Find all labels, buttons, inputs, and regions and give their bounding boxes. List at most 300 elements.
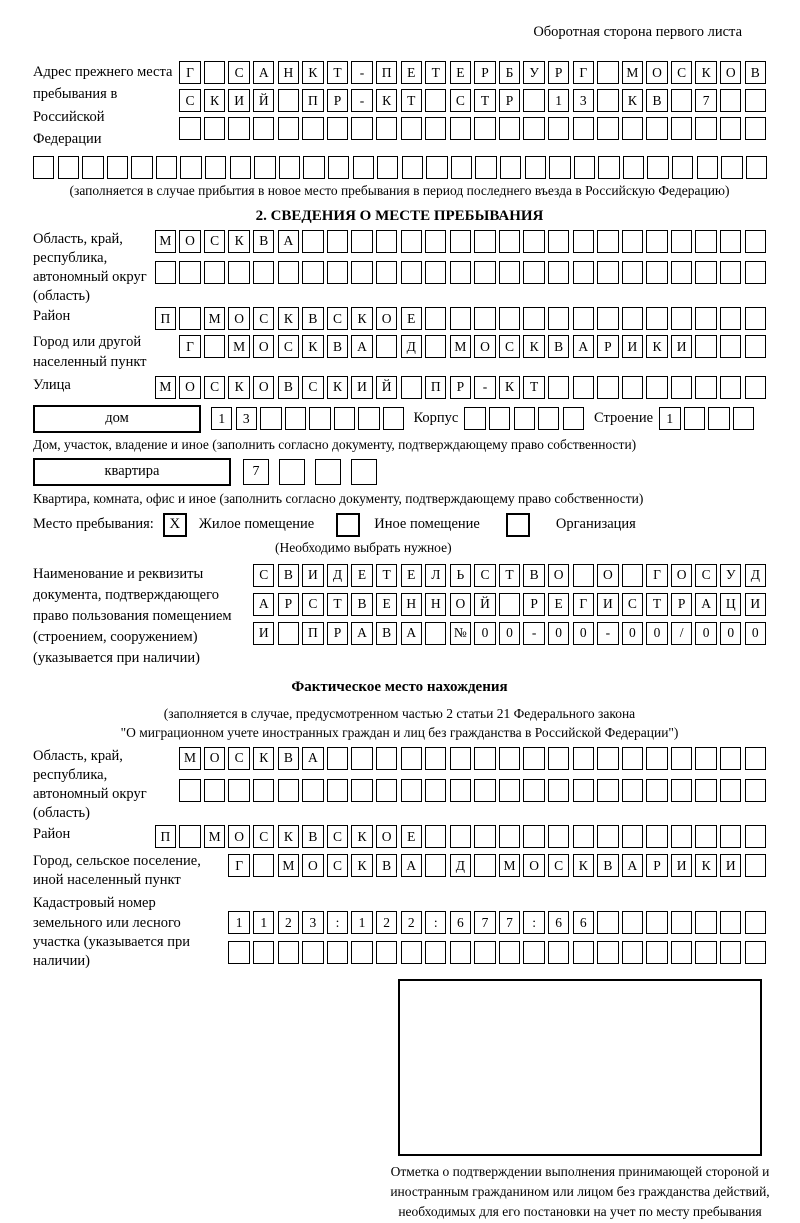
char-cell[interactable] xyxy=(548,230,569,253)
char-cell[interactable] xyxy=(474,307,495,330)
char-cell[interactable] xyxy=(327,117,348,140)
char-cell[interactable]: Е xyxy=(376,593,397,616)
char-cell[interactable] xyxy=(573,376,594,399)
char-cell[interactable]: 7 xyxy=(695,89,716,112)
char-cell[interactable]: 1 xyxy=(351,911,372,934)
char-cell[interactable]: И xyxy=(597,593,618,616)
char-cell[interactable] xyxy=(315,459,341,485)
char-cell[interactable]: Т xyxy=(327,593,348,616)
char-cell[interactable]: И xyxy=(622,335,643,358)
char-cell[interactable] xyxy=(523,261,544,284)
char-cell[interactable] xyxy=(514,407,535,430)
char-cell[interactable] xyxy=(646,307,667,330)
char-cell[interactable] xyxy=(376,779,397,802)
char-cell[interactable] xyxy=(450,307,471,330)
char-cell[interactable]: С xyxy=(253,307,274,330)
char-cell[interactable] xyxy=(253,117,274,140)
char-cell[interactable]: Р xyxy=(474,61,495,84)
char-cell[interactable] xyxy=(523,117,544,140)
char-cell[interactable] xyxy=(474,261,495,284)
char-cell[interactable] xyxy=(720,376,741,399)
char-cell[interactable] xyxy=(597,89,618,112)
char-cell[interactable]: 3 xyxy=(236,407,257,430)
char-cell[interactable] xyxy=(474,779,495,802)
char-cell[interactable]: А xyxy=(253,593,274,616)
char-cell[interactable]: О xyxy=(376,307,397,330)
char-cell[interactable]: Р xyxy=(597,335,618,358)
char-cell[interactable] xyxy=(548,779,569,802)
char-cell[interactable] xyxy=(499,825,520,848)
char-cell[interactable]: 0 xyxy=(548,622,569,645)
char-cell[interactable] xyxy=(695,117,716,140)
char-cell[interactable]: 6 xyxy=(548,911,569,934)
char-cell[interactable] xyxy=(695,747,716,770)
char-cell[interactable]: 0 xyxy=(474,622,495,645)
char-cell[interactable]: А xyxy=(351,622,372,645)
char-cell[interactable] xyxy=(745,89,766,112)
char-cell[interactable]: Г xyxy=(573,593,594,616)
char-cell[interactable]: Й xyxy=(253,89,274,112)
char-cell[interactable] xyxy=(745,335,766,358)
char-cell[interactable] xyxy=(179,261,200,284)
char-cell[interactable] xyxy=(646,825,667,848)
char-cell[interactable]: 0 xyxy=(573,622,594,645)
char-cell[interactable] xyxy=(327,261,348,284)
char-cell[interactable] xyxy=(548,307,569,330)
char-cell[interactable] xyxy=(302,117,323,140)
char-cell[interactable] xyxy=(499,230,520,253)
char-cell[interactable] xyxy=(745,307,766,330)
char-cell[interactable]: К xyxy=(695,61,716,84)
char-cell[interactable] xyxy=(597,61,618,84)
char-cell[interactable]: О xyxy=(228,307,249,330)
char-cell[interactable] xyxy=(253,941,274,964)
char-cell[interactable]: О xyxy=(450,593,471,616)
char-cell[interactable]: О xyxy=(253,335,274,358)
char-cell[interactable] xyxy=(279,156,300,179)
char-cell[interactable] xyxy=(376,261,397,284)
char-cell[interactable] xyxy=(746,156,767,179)
char-cell[interactable]: О xyxy=(204,747,225,770)
char-cell[interactable] xyxy=(377,156,398,179)
char-cell[interactable]: Й xyxy=(376,376,397,399)
char-cell[interactable] xyxy=(745,261,766,284)
char-cell[interactable]: О xyxy=(376,825,397,848)
char-cell[interactable]: К xyxy=(695,854,716,877)
char-cell[interactable]: 2 xyxy=(376,911,397,934)
char-cell[interactable] xyxy=(450,941,471,964)
char-cell[interactable]: Г xyxy=(228,854,249,877)
char-cell[interactable] xyxy=(549,156,570,179)
char-cell[interactable] xyxy=(697,156,718,179)
char-cell[interactable]: Р xyxy=(548,61,569,84)
char-cell[interactable] xyxy=(745,911,766,934)
char-cell[interactable] xyxy=(179,779,200,802)
char-cell[interactable] xyxy=(401,117,422,140)
char-cell[interactable] xyxy=(733,407,754,430)
char-cell[interactable] xyxy=(499,261,520,284)
char-cell[interactable] xyxy=(131,156,152,179)
char-cell[interactable] xyxy=(523,941,544,964)
char-cell[interactable] xyxy=(538,407,559,430)
char-cell[interactable] xyxy=(622,747,643,770)
char-cell[interactable] xyxy=(574,156,595,179)
char-cell[interactable] xyxy=(671,376,692,399)
char-cell[interactable]: К xyxy=(351,854,372,877)
char-cell[interactable]: С xyxy=(302,593,323,616)
char-cell[interactable] xyxy=(464,407,485,430)
char-cell[interactable] xyxy=(646,911,667,934)
char-cell[interactable] xyxy=(622,911,643,934)
char-cell[interactable]: П xyxy=(425,376,446,399)
char-cell[interactable]: В xyxy=(351,593,372,616)
char-cell[interactable] xyxy=(597,825,618,848)
char-cell[interactable]: 3 xyxy=(573,89,594,112)
char-cell[interactable] xyxy=(327,747,348,770)
char-cell[interactable]: С xyxy=(327,307,348,330)
char-cell[interactable]: С xyxy=(695,564,716,587)
char-cell[interactable] xyxy=(573,941,594,964)
char-cell[interactable]: 7 xyxy=(474,911,495,934)
char-cell[interactable] xyxy=(745,747,766,770)
char-cell[interactable] xyxy=(474,747,495,770)
char-cell[interactable]: С xyxy=(204,376,225,399)
char-cell[interactable] xyxy=(474,117,495,140)
char-cell[interactable]: 0 xyxy=(646,622,667,645)
char-cell[interactable] xyxy=(450,230,471,253)
char-cell[interactable]: Ц xyxy=(720,593,741,616)
char-cell[interactable] xyxy=(671,117,692,140)
char-cell[interactable] xyxy=(499,307,520,330)
char-cell[interactable] xyxy=(425,854,446,877)
char-cell[interactable] xyxy=(278,261,299,284)
char-cell[interactable] xyxy=(253,854,274,877)
char-cell[interactable]: О xyxy=(228,825,249,848)
char-cell[interactable]: О xyxy=(302,854,323,877)
char-cell[interactable]: Т xyxy=(499,564,520,587)
char-cell[interactable] xyxy=(695,335,716,358)
char-cell[interactable] xyxy=(500,156,521,179)
char-cell[interactable] xyxy=(720,307,741,330)
char-cell[interactable] xyxy=(695,230,716,253)
char-cell[interactable] xyxy=(425,307,446,330)
char-cell[interactable] xyxy=(450,779,471,802)
char-cell[interactable]: 0 xyxy=(720,622,741,645)
char-cell[interactable]: Е xyxy=(450,61,471,84)
char-cell[interactable] xyxy=(646,747,667,770)
char-cell[interactable]: И xyxy=(720,854,741,877)
char-cell[interactable] xyxy=(745,941,766,964)
char-cell[interactable]: К xyxy=(351,307,372,330)
char-cell[interactable] xyxy=(745,779,766,802)
char-cell[interactable]: П xyxy=(155,307,176,330)
char-cell[interactable]: В xyxy=(302,307,323,330)
stay-type-checkbox-residential[interactable]: X xyxy=(163,513,187,537)
char-cell[interactable] xyxy=(573,564,594,587)
char-cell[interactable]: - xyxy=(523,622,544,645)
char-cell[interactable] xyxy=(204,261,225,284)
char-cell[interactable] xyxy=(597,376,618,399)
char-cell[interactable] xyxy=(597,261,618,284)
char-cell[interactable]: Й xyxy=(474,593,495,616)
char-cell[interactable]: В xyxy=(327,335,348,358)
char-cell[interactable] xyxy=(671,825,692,848)
char-cell[interactable]: В xyxy=(745,61,766,84)
char-cell[interactable] xyxy=(745,825,766,848)
char-cell[interactable] xyxy=(573,825,594,848)
char-cell[interactable]: Р xyxy=(646,854,667,877)
char-cell[interactable] xyxy=(327,779,348,802)
char-cell[interactable]: А xyxy=(253,61,274,84)
char-cell[interactable] xyxy=(279,459,305,485)
char-cell[interactable] xyxy=(646,941,667,964)
char-cell[interactable] xyxy=(204,117,225,140)
char-cell[interactable] xyxy=(351,230,372,253)
char-cell[interactable] xyxy=(425,335,446,358)
char-cell[interactable] xyxy=(450,261,471,284)
char-cell[interactable]: / xyxy=(671,622,692,645)
char-cell[interactable] xyxy=(376,747,397,770)
char-cell[interactable]: 2 xyxy=(401,911,422,934)
char-cell[interactable]: Г xyxy=(573,61,594,84)
char-cell[interactable]: С xyxy=(228,61,249,84)
char-cell[interactable]: П xyxy=(302,89,323,112)
char-cell[interactable]: А xyxy=(401,622,422,645)
char-cell[interactable] xyxy=(426,156,447,179)
char-cell[interactable]: Р xyxy=(450,376,471,399)
char-cell[interactable] xyxy=(33,156,54,179)
char-cell[interactable]: Р xyxy=(523,593,544,616)
char-cell[interactable] xyxy=(204,779,225,802)
char-cell[interactable]: К xyxy=(278,825,299,848)
char-cell[interactable] xyxy=(646,779,667,802)
char-cell[interactable] xyxy=(523,825,544,848)
char-cell[interactable]: Е xyxy=(401,307,422,330)
char-cell[interactable] xyxy=(573,230,594,253)
char-cell[interactable]: К xyxy=(646,335,667,358)
char-cell[interactable] xyxy=(302,230,323,253)
char-cell[interactable]: 1 xyxy=(211,407,232,430)
char-cell[interactable]: А xyxy=(302,747,323,770)
char-cell[interactable]: К xyxy=(302,61,323,84)
char-cell[interactable] xyxy=(671,230,692,253)
char-cell[interactable] xyxy=(548,261,569,284)
char-cell[interactable] xyxy=(450,825,471,848)
char-cell[interactable]: К xyxy=(376,89,397,112)
char-cell[interactable] xyxy=(401,747,422,770)
char-cell[interactable]: Р xyxy=(278,593,299,616)
char-cell[interactable] xyxy=(597,230,618,253)
char-cell[interactable] xyxy=(708,407,729,430)
char-cell[interactable] xyxy=(401,261,422,284)
char-cell[interactable] xyxy=(523,230,544,253)
char-cell[interactable] xyxy=(563,407,584,430)
char-cell[interactable] xyxy=(672,156,693,179)
char-cell[interactable] xyxy=(383,407,404,430)
char-cell[interactable] xyxy=(475,156,496,179)
char-cell[interactable] xyxy=(745,230,766,253)
char-cell[interactable] xyxy=(695,307,716,330)
char-cell[interactable]: Г xyxy=(646,564,667,587)
char-cell[interactable]: 1 xyxy=(253,911,274,934)
char-cell[interactable] xyxy=(401,230,422,253)
char-cell[interactable] xyxy=(351,459,377,485)
char-cell[interactable]: И xyxy=(253,622,274,645)
char-cell[interactable] xyxy=(82,156,103,179)
char-cell[interactable] xyxy=(376,230,397,253)
char-cell[interactable]: О xyxy=(474,335,495,358)
char-cell[interactable]: Т xyxy=(646,593,667,616)
char-cell[interactable]: К xyxy=(499,376,520,399)
char-cell[interactable] xyxy=(425,622,446,645)
char-cell[interactable] xyxy=(745,117,766,140)
char-cell[interactable] xyxy=(671,307,692,330)
char-cell[interactable]: К xyxy=(302,335,323,358)
char-cell[interactable] xyxy=(302,261,323,284)
char-cell[interactable]: О xyxy=(671,564,692,587)
char-cell[interactable] xyxy=(646,376,667,399)
char-cell[interactable] xyxy=(671,779,692,802)
char-cell[interactable]: А xyxy=(351,335,372,358)
char-cell[interactable] xyxy=(720,747,741,770)
char-cell[interactable]: М xyxy=(622,61,643,84)
char-cell[interactable] xyxy=(622,825,643,848)
char-cell[interactable] xyxy=(622,261,643,284)
char-cell[interactable] xyxy=(278,89,299,112)
char-cell[interactable] xyxy=(720,230,741,253)
stay-type-checkbox-organization[interactable] xyxy=(506,513,530,537)
char-cell[interactable]: Г xyxy=(179,335,200,358)
char-cell[interactable]: В xyxy=(302,825,323,848)
char-cell[interactable] xyxy=(156,156,177,179)
char-cell[interactable] xyxy=(622,941,643,964)
char-cell[interactable]: Р xyxy=(499,89,520,112)
char-cell[interactable] xyxy=(573,747,594,770)
char-cell[interactable] xyxy=(695,376,716,399)
char-cell[interactable] xyxy=(523,747,544,770)
char-cell[interactable] xyxy=(597,307,618,330)
char-cell[interactable] xyxy=(499,747,520,770)
char-cell[interactable]: И xyxy=(302,564,323,587)
char-cell[interactable] xyxy=(450,117,471,140)
char-cell[interactable]: О xyxy=(253,376,274,399)
char-cell[interactable]: О xyxy=(720,61,741,84)
char-cell[interactable]: О xyxy=(523,854,544,877)
char-cell[interactable]: В xyxy=(646,89,667,112)
char-cell[interactable]: Т xyxy=(376,564,397,587)
char-cell[interactable]: В xyxy=(278,376,299,399)
char-cell[interactable] xyxy=(351,747,372,770)
char-cell[interactable]: И xyxy=(351,376,372,399)
char-cell[interactable] xyxy=(302,941,323,964)
char-cell[interactable] xyxy=(328,156,349,179)
char-cell[interactable] xyxy=(474,230,495,253)
char-cell[interactable] xyxy=(720,89,741,112)
char-cell[interactable]: С xyxy=(499,335,520,358)
char-cell[interactable]: К xyxy=(573,854,594,877)
char-cell[interactable]: С xyxy=(253,564,274,587)
char-cell[interactable] xyxy=(548,747,569,770)
char-cell[interactable]: В xyxy=(597,854,618,877)
char-cell[interactable]: Р xyxy=(327,89,348,112)
char-cell[interactable]: С xyxy=(327,825,348,848)
char-cell[interactable]: И xyxy=(228,89,249,112)
char-cell[interactable] xyxy=(548,376,569,399)
char-cell[interactable] xyxy=(253,779,274,802)
char-cell[interactable] xyxy=(720,117,741,140)
char-cell[interactable]: Д xyxy=(745,564,766,587)
char-cell[interactable]: У xyxy=(523,61,544,84)
char-cell[interactable] xyxy=(179,825,200,848)
char-cell[interactable] xyxy=(525,156,546,179)
char-cell[interactable]: П xyxy=(155,825,176,848)
char-cell[interactable] xyxy=(671,911,692,934)
char-cell[interactable]: 6 xyxy=(450,911,471,934)
char-cell[interactable]: А xyxy=(622,854,643,877)
char-cell[interactable] xyxy=(401,941,422,964)
char-cell[interactable]: О xyxy=(597,564,618,587)
char-cell[interactable] xyxy=(720,941,741,964)
char-cell[interactable] xyxy=(646,117,667,140)
char-cell[interactable] xyxy=(720,825,741,848)
char-cell[interactable] xyxy=(573,779,594,802)
char-cell[interactable] xyxy=(474,854,495,877)
char-cell[interactable]: 7 xyxy=(243,459,269,485)
char-cell[interactable]: Т xyxy=(401,89,422,112)
char-cell[interactable]: Г xyxy=(179,61,200,84)
char-cell[interactable]: К xyxy=(204,89,225,112)
char-cell[interactable] xyxy=(646,261,667,284)
char-cell[interactable] xyxy=(671,89,692,112)
char-cell[interactable]: А xyxy=(573,335,594,358)
char-cell[interactable]: 0 xyxy=(745,622,766,645)
char-cell[interactable] xyxy=(720,261,741,284)
char-cell[interactable] xyxy=(309,407,330,430)
char-cell[interactable] xyxy=(425,747,446,770)
char-cell[interactable]: О xyxy=(646,61,667,84)
char-cell[interactable] xyxy=(745,376,766,399)
char-cell[interactable] xyxy=(597,117,618,140)
char-cell[interactable] xyxy=(499,941,520,964)
char-cell[interactable]: В xyxy=(253,230,274,253)
char-cell[interactable]: Ь xyxy=(450,564,471,587)
char-cell[interactable] xyxy=(425,779,446,802)
char-cell[interactable] xyxy=(254,156,275,179)
char-cell[interactable]: О xyxy=(548,564,569,587)
char-cell[interactable]: Л xyxy=(425,564,446,587)
char-cell[interactable]: С xyxy=(548,854,569,877)
char-cell[interactable]: 2 xyxy=(278,911,299,934)
char-cell[interactable]: Б xyxy=(499,61,520,84)
char-cell[interactable]: 3 xyxy=(302,911,323,934)
char-cell[interactable] xyxy=(573,307,594,330)
char-cell[interactable] xyxy=(573,117,594,140)
char-cell[interactable] xyxy=(720,911,741,934)
char-cell[interactable] xyxy=(155,261,176,284)
char-cell[interactable]: М xyxy=(278,854,299,877)
char-cell[interactable]: Е xyxy=(401,61,422,84)
char-cell[interactable]: В xyxy=(278,747,299,770)
char-cell[interactable] xyxy=(353,156,374,179)
char-cell[interactable] xyxy=(228,261,249,284)
char-cell[interactable] xyxy=(474,941,495,964)
char-cell[interactable]: К xyxy=(351,825,372,848)
char-cell[interactable] xyxy=(425,941,446,964)
char-cell[interactable] xyxy=(671,747,692,770)
char-cell[interactable] xyxy=(205,156,226,179)
char-cell[interactable] xyxy=(671,941,692,964)
char-cell[interactable]: О xyxy=(179,230,200,253)
